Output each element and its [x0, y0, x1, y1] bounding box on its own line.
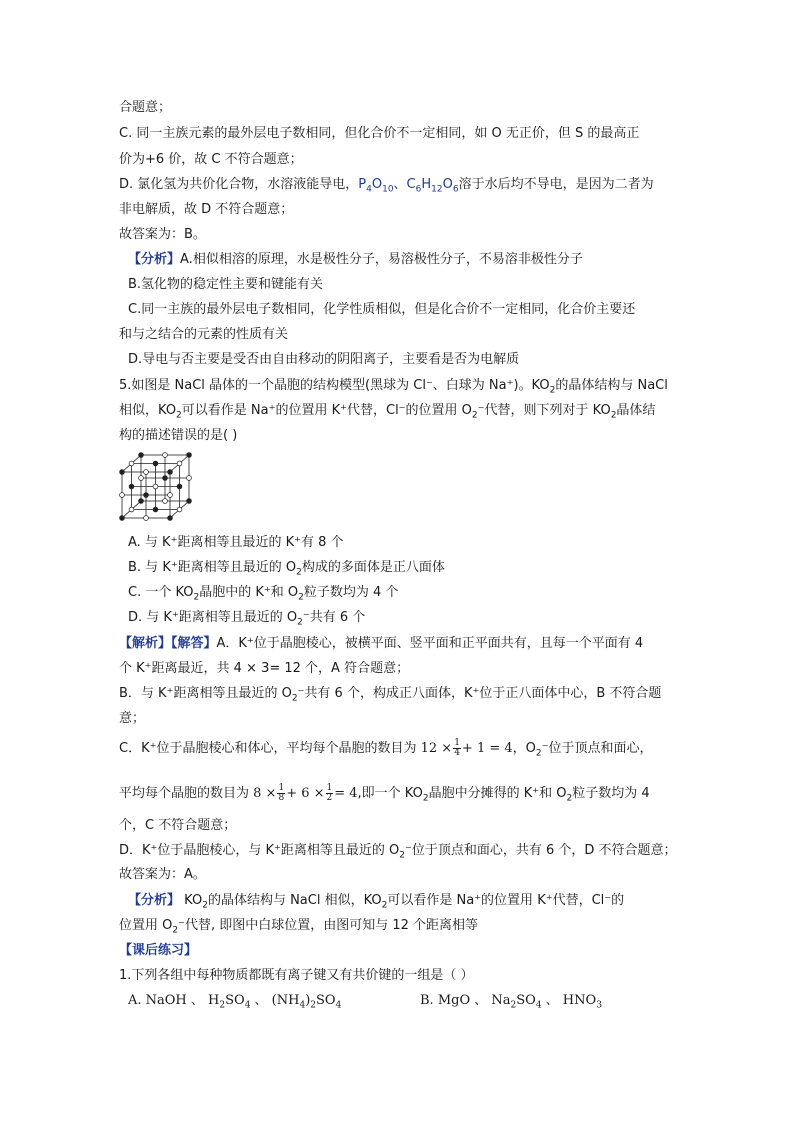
option-c: C. 一个 $KO_2$晶胞中的 K⁺和 $O_2$粒子数均为 4 个 [128, 585, 399, 603]
text-line: C.同一主族的最外层电子数相同，化学性质相似，但是化合价不一定相同，化合价主要还 [128, 302, 636, 317]
fraction: $\frac{1}{4}$ [454, 738, 460, 758]
text-line: D. 氯化氢为共价化合物，水溶液能导电，$P_4O_{10}$、$C_6H_{12}O_6$溶于水后均不导电，是因为二者为 [119, 177, 654, 195]
question-5-line: 5.如图是 NaCl 晶体的一个晶胞的结构模型(黑球为 Cl⁻、白球为 Na⁺)。$KO_2$的晶体结构与 NaCl [119, 378, 668, 396]
homework-option-b: B. MgO 、 $Na_2SO_4$ 、 $HNO_3$ [420, 993, 602, 1011]
text-line: B.氢化物的稳定性主要和键能有关 [128, 277, 324, 292]
text-line: 合题意； [119, 100, 172, 115]
question-5-line: 相似，$KO_2$可以看作是 Na⁺的位置用 K⁺代替，Cl⁻的位置用 $O_2^-$代替，则下列对于 $KO_2$晶体结 [119, 403, 656, 421]
homework-heading: 【课后练习】 [119, 943, 198, 958]
text-line: 非电解质，故 D 不符合题意； [119, 202, 294, 217]
text-line: 故答案为：B。 [119, 227, 206, 242]
solution-line: 【解析】【解答】A．K⁺位于晶胞棱心，被横平面、竖平面和正平面共有，且每一个平面有 4 [119, 636, 644, 651]
question-5-line: 构的描述错误的是( ) [119, 428, 238, 443]
solution-line: B．与 K⁺距离相等且最近的 $O_2^-$共有 6 个，构成正八面体，K⁺位于正八面体中心，B 不符合题 [119, 686, 662, 704]
solution-label: 【解析】【解答】 [119, 636, 217, 651]
fraction: $\frac{1}{8}$ [278, 783, 285, 803]
analysis-line: 位置用 $O_2^-$代替, 即图中白球位置，由图可知与 12 个距离相等 [119, 918, 479, 936]
option-b: B. 与 K⁺距离相等且最近的 $O_2$构成的多面体是正八面体 [128, 560, 445, 578]
solution-line: 平均每个晶胞的数目为 8 × $\frac{1}{8}$ + 6 × $\frac{1}{2}$ = 4,即一个 $KO_2$晶胞中分摊得的 K⁺和 $O_2$粒子数均为 4 [119, 783, 650, 804]
text-line: 和与之结合的元素的性质有关 [119, 327, 289, 342]
solution-line: 个 K⁺距离最近，共 4 × 3= 12 个，A 符合题意； [119, 661, 410, 676]
option-d: D. 与 K⁺距离相等且最近的 $O_2^-$共有 6 个 [128, 610, 366, 628]
option-a: A. 与 K⁺距离相等且最近的 K⁺有 8 个 [128, 535, 344, 550]
homework-option-a: A. NaOH 、 $H_2SO_4$ 、 $(NH_4)_2SO_4$ [128, 993, 342, 1011]
nacl-unit-cell-diagram [119, 452, 193, 522]
text-line: 价为+6 价，故 C 不符合题意； [119, 152, 303, 167]
formula: 8 × $\frac{1}{8}$ + 6 × $\frac{1}{2}$ = 4 [253, 783, 358, 803]
solution-line: 意； [119, 711, 146, 726]
solution-line: C．K⁺位于晶胞棱心和体心，平均每个晶胞的数目为 12 × $\frac{1}{4}$ + 1 = 4，$O_2^-$位于顶点和面心， [119, 738, 653, 759]
text-line: D.导电与否主要是受否由自由移动的阴阳离子，主要看是否为电解质 [128, 352, 520, 367]
solution-line: 个，C 不符合题意； [119, 818, 237, 833]
homework-question-1: 1.下列各组中每种物质都既有离子键又有共价键的一组是（ ） [119, 968, 474, 983]
analysis-line: 【分析】 $KO_2$的晶体结构与 NaCl 相似，$KO_2$可以看作是 Na⁺的位置用 K⁺代替，Cl⁻的 [128, 893, 625, 911]
analysis-label: 【分析】 [128, 252, 181, 267]
solution-line: D．K⁺位于晶胞棱心，与 K⁺距离相等且最近的 $O_2^-$位于顶点和面心，共有 6 个，D 不符合题意； [119, 843, 677, 861]
solution-line: 故答案为：A。 [119, 867, 206, 882]
analysis-label: 【分析】 [128, 893, 181, 908]
formula: 12 × $\frac{1}{4}$ + 1 = 4 [420, 738, 513, 758]
text-line: C. 同一主族元素的最外层电子数相同，但化合价不一定相同，如 O 无正价，但 S 的最高正 [119, 126, 640, 141]
analysis-line: 【分析】A.相似相溶的原理，水是极性分子，易溶极性分子，不易溶非极性分子 [128, 252, 583, 267]
fraction: $\frac{1}{2}$ [326, 783, 333, 803]
